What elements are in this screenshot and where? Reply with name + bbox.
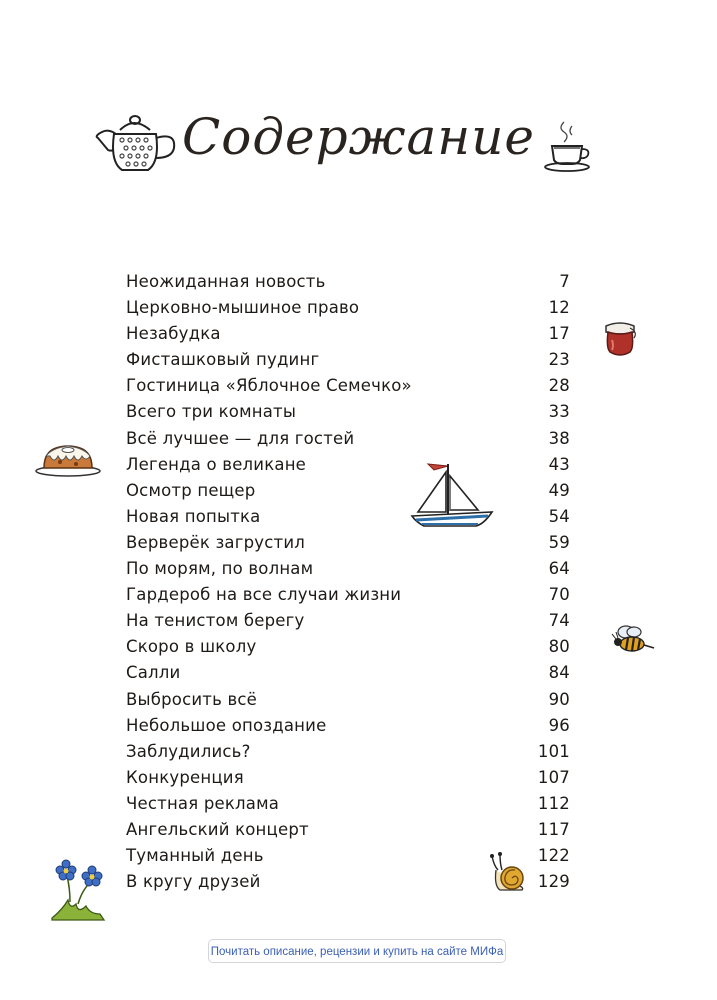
toc-item[interactable] bbox=[126, 765, 570, 791]
toc-item-title: Церковно-мышиное право bbox=[126, 298, 360, 318]
toc-item[interactable] bbox=[126, 295, 570, 321]
toc-item[interactable] bbox=[126, 321, 570, 347]
toc-item-page: 28 bbox=[548, 376, 570, 396]
toc-item[interactable] bbox=[126, 399, 570, 425]
toc-item-page: 122 bbox=[537, 846, 570, 866]
toc-item-title: Легенда о великане bbox=[126, 454, 307, 474]
toc-item-title: Выбросить всё bbox=[126, 689, 258, 709]
toc-item-title: По морям, по волнам bbox=[126, 559, 314, 579]
toc-item-page: 38 bbox=[548, 428, 570, 448]
toc-item[interactable] bbox=[126, 478, 570, 504]
toc-item-page: 84 bbox=[548, 663, 570, 683]
toc-item-page: 96 bbox=[548, 715, 570, 735]
toc-item-title: Заблудились? bbox=[126, 741, 251, 761]
toc-item-title: Фисташковый пудинг bbox=[126, 350, 320, 370]
toc-item-page: 112 bbox=[537, 793, 570, 813]
toc-item[interactable] bbox=[126, 634, 570, 660]
toc-item[interactable] bbox=[126, 504, 570, 530]
toc-item-page: 33 bbox=[548, 402, 570, 422]
toc-item-title: Туманный день bbox=[126, 846, 264, 866]
toc-item-title: На тенистом берегу bbox=[126, 611, 305, 631]
toc-item[interactable] bbox=[126, 269, 570, 295]
toc-item-page: 90 bbox=[548, 689, 570, 709]
toc-item-title: Неожиданная новость bbox=[126, 272, 326, 291]
toc-item-title: В кругу друзей bbox=[126, 872, 261, 892]
toc-item-title: Незабудка bbox=[126, 324, 221, 344]
toc-item[interactable] bbox=[126, 373, 570, 399]
toc-item[interactable] bbox=[126, 556, 570, 582]
toc-item-page: 12 bbox=[548, 298, 570, 318]
toc-item[interactable] bbox=[126, 530, 570, 556]
jam-jar-icon bbox=[600, 318, 640, 358]
toc-item[interactable] bbox=[126, 660, 570, 686]
toc-item[interactable] bbox=[126, 739, 570, 765]
toc-item-title: Скоро в школу bbox=[126, 637, 257, 657]
toc-item-title: Осмотр пещер bbox=[126, 480, 256, 500]
coffee-cup-icon bbox=[542, 118, 594, 174]
toc-item[interactable] bbox=[126, 426, 570, 452]
toc-item-page: 23 bbox=[548, 350, 570, 370]
toc-item-page: 43 bbox=[548, 454, 570, 474]
buy-on-mif-link[interactable]: Почитать описание, рецензии и купить на сайте МИФа bbox=[208, 939, 506, 963]
toc-item-page: 7 bbox=[559, 272, 570, 291]
toc-item[interactable] bbox=[126, 791, 570, 817]
toc-item-title: Всё лучшее — для гостей bbox=[126, 428, 355, 448]
toc-item[interactable] bbox=[126, 347, 570, 373]
toc-item-page: 59 bbox=[548, 532, 570, 552]
cake-icon bbox=[34, 438, 102, 478]
toc-item-page: 64 bbox=[548, 559, 570, 579]
toc-item-title: Честная реклама bbox=[126, 793, 280, 813]
toc-item-page: 70 bbox=[548, 585, 570, 605]
toc-item-page: 117 bbox=[537, 819, 570, 839]
toc-item[interactable] bbox=[126, 687, 570, 713]
toc-item-page: 107 bbox=[537, 767, 570, 787]
toc-item-title: Салли bbox=[126, 663, 181, 683]
toc-item-title: Верверёк загрустил bbox=[126, 532, 306, 552]
sailboat-icon bbox=[408, 458, 496, 534]
page-title: Содержание bbox=[181, 108, 536, 166]
toc-item[interactable] bbox=[126, 817, 570, 843]
toc-item-title: Небольшое опоздание bbox=[126, 715, 327, 735]
toc-item-title: Всего три комнаты bbox=[126, 402, 297, 422]
toc-item-title: Гардероб на все случаи жизни bbox=[126, 585, 402, 605]
toc-item-title: Ангельский концерт bbox=[126, 819, 309, 839]
snail-icon bbox=[486, 852, 526, 894]
toc-item-page: 49 bbox=[548, 480, 570, 500]
toc-item-page: 101 bbox=[537, 741, 570, 761]
toc-item-title: Конкуренция bbox=[126, 767, 244, 787]
toc-item-page: 17 bbox=[548, 324, 570, 344]
toc-item-page: 54 bbox=[548, 506, 570, 526]
toc-item[interactable] bbox=[126, 608, 570, 634]
table-of-contents bbox=[126, 269, 570, 895]
toc-item-page: 80 bbox=[548, 637, 570, 657]
toc-item-title: Гостиница «Яблочное Семечко» bbox=[126, 376, 412, 396]
toc-item-title: Новая попытка bbox=[126, 506, 261, 526]
flowers-icon bbox=[48, 856, 110, 922]
toc-item[interactable] bbox=[126, 582, 570, 608]
toc-item[interactable] bbox=[126, 713, 570, 739]
toc-item[interactable] bbox=[126, 452, 570, 478]
toc-item-page: 129 bbox=[537, 872, 570, 892]
toc-item-page: 74 bbox=[548, 611, 570, 631]
bee-icon bbox=[610, 624, 658, 660]
